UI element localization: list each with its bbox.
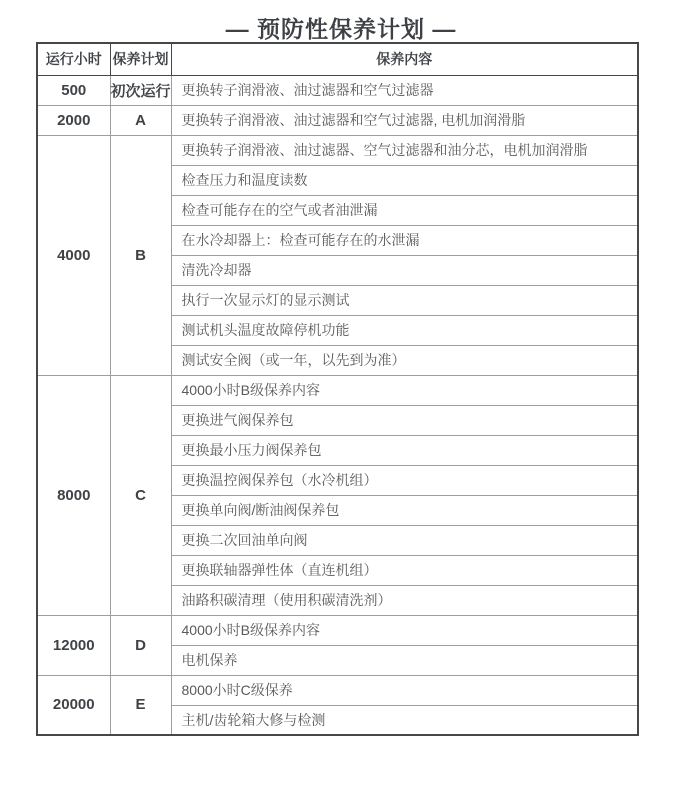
running-hours-cell: 8000 bbox=[37, 375, 110, 615]
maintenance-content-cell: 在水冷却器上：检查可能存在的水泄漏 bbox=[171, 225, 638, 255]
maintenance-content-cell: 更换转子润滑液、油过滤器和空气过滤器 bbox=[171, 75, 638, 105]
maintenance-content-cell: 更换温控阀保养包（水冷机组） bbox=[171, 465, 638, 495]
maintenance-content-cell: 更换进气阀保养包 bbox=[171, 405, 638, 435]
running-hours-cell: 4000 bbox=[37, 135, 110, 375]
maintenance-content-cell: 更换转子润滑液、油过滤器、空气过滤器和油分芯，电机加润滑脂 bbox=[171, 135, 638, 165]
maintenance-content-cell: 测试安全阀（或一年，以先到为准） bbox=[171, 345, 638, 375]
maintenance-content-cell: 测试机头温度故障停机功能 bbox=[171, 315, 638, 345]
running-hours-cell: 20000 bbox=[37, 675, 110, 735]
maintenance-content-cell: 油路积碳清理（使用积碳清洗剂） bbox=[171, 585, 638, 615]
table-row bbox=[37, 75, 638, 105]
table-row bbox=[37, 375, 638, 405]
maintenance-content-cell: 更换二次回油单向阀 bbox=[171, 525, 638, 555]
maintenance-content-cell: 4000小时B级保养内容 bbox=[171, 375, 638, 405]
table-row bbox=[37, 135, 638, 165]
table-row bbox=[37, 615, 638, 645]
maintenance-content-cell: 4000小时B级保养内容 bbox=[171, 615, 638, 645]
header-maintenance-plan: 保养计划 bbox=[110, 43, 171, 75]
maintenance-content-cell: 主机/齿轮箱大修与检测 bbox=[171, 705, 638, 735]
page-title: — 预防性保养计划 — bbox=[225, 16, 457, 42]
maintenance-plan-cell: A bbox=[110, 105, 171, 135]
maintenance-content-cell: 检查可能存在的空气或者油泄漏 bbox=[171, 195, 638, 225]
maintenance-content-cell: 8000小时C级保养 bbox=[171, 675, 638, 705]
maintenance-content-cell: 电机保养 bbox=[171, 645, 638, 675]
maintenance-plan-cell: D bbox=[110, 615, 171, 675]
maintenance-content-cell: 更换最小压力阀保养包 bbox=[171, 435, 638, 465]
header-row bbox=[37, 43, 638, 75]
table-header bbox=[37, 43, 638, 75]
maintenance-content-cell: 更换联轴器弹性体（直连机组） bbox=[171, 555, 638, 585]
maintenance-plan-cell: C bbox=[110, 375, 171, 615]
maintenance-content-cell: 检查压力和温度读数 bbox=[171, 165, 638, 195]
maintenance-plan-table bbox=[36, 42, 639, 736]
running-hours-cell: 12000 bbox=[37, 615, 110, 675]
header-running-hours: 运行小时 bbox=[37, 43, 110, 75]
maintenance-content-cell: 更换转子润滑液、油过滤器和空气过滤器, 电机加润滑脂 bbox=[171, 105, 638, 135]
maintenance-plan-cell: B bbox=[110, 135, 171, 375]
maintenance-plan-cell: E bbox=[110, 675, 171, 735]
maintenance-plan-cell: 初次运行 bbox=[110, 75, 171, 105]
table-body bbox=[37, 75, 638, 735]
table-row bbox=[37, 105, 638, 135]
running-hours-cell: 2000 bbox=[37, 105, 110, 135]
running-hours-cell: 500 bbox=[37, 75, 110, 105]
maintenance-content-cell: 清洗冷却器 bbox=[171, 255, 638, 285]
maintenance-content-cell: 更换单向阀/断油阀保养包 bbox=[171, 495, 638, 525]
table-row bbox=[37, 675, 638, 705]
header-maintenance-content: 保养内容 bbox=[171, 43, 638, 75]
maintenance-content-cell: 执行一次显示灯的显示测试 bbox=[171, 285, 638, 315]
